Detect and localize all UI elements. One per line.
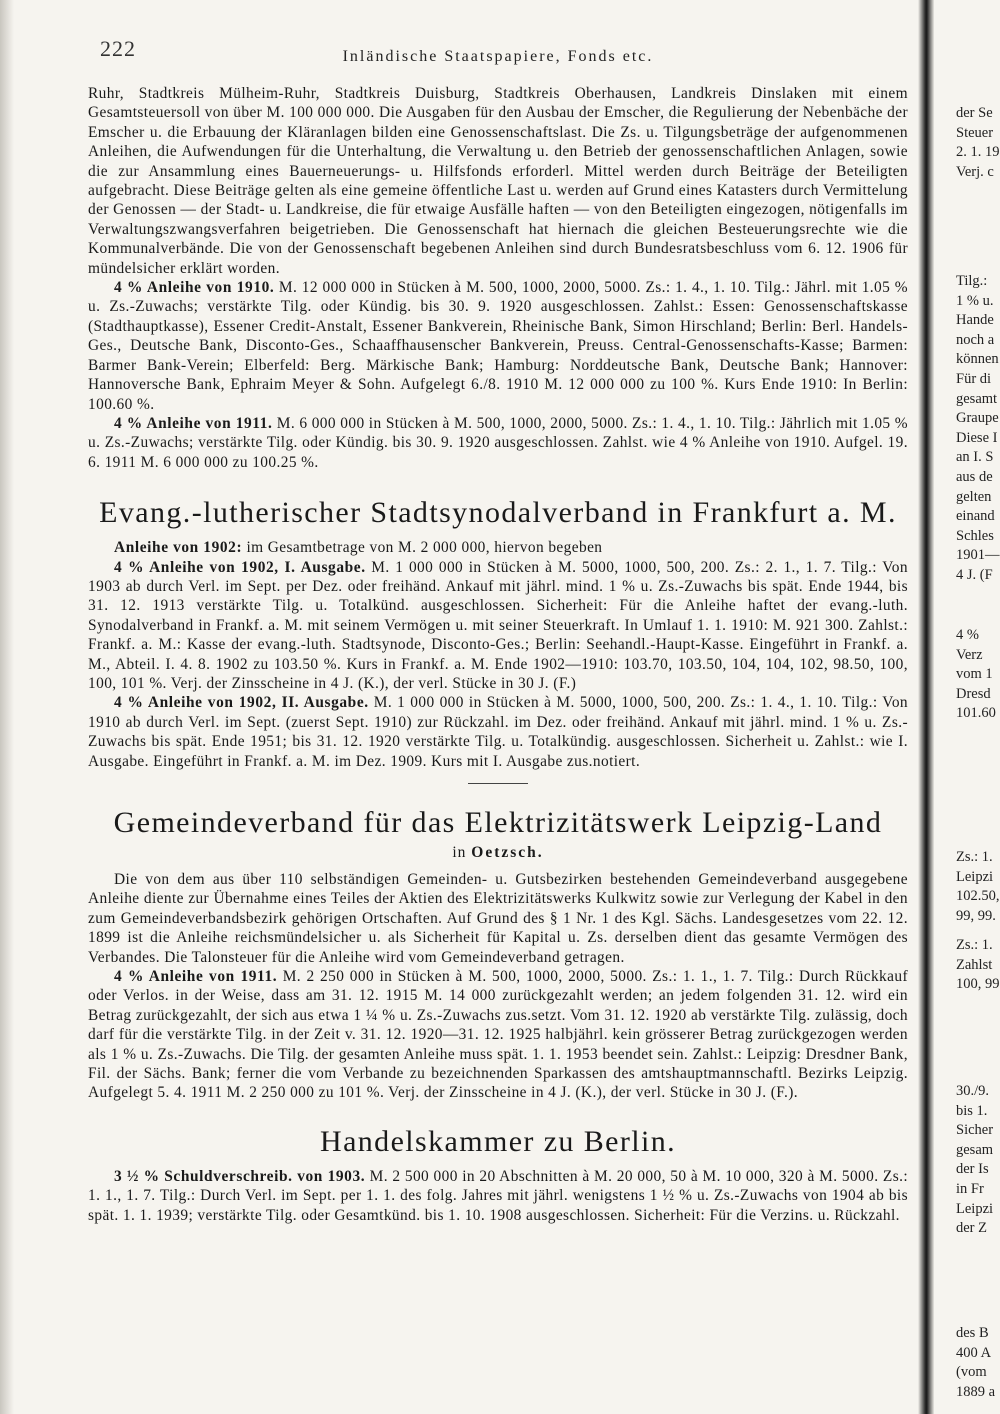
- fragment-group: [956, 936, 1000, 995]
- section-title: Evang.-lutherischer Stadtsynodalverband in Frankfurt a. M.: [99, 496, 897, 530]
- fragment-line: Dresd: [956, 685, 991, 702]
- fragment-line: Zahlst: [956, 956, 993, 973]
- fragment-line: können: [956, 351, 999, 368]
- fragment-line: Graupe: [956, 410, 999, 427]
- page-edge-shadow: [0, 0, 14, 1414]
- fragment-line: gesam: [956, 1141, 994, 1158]
- fragment-line: 1889 a: [956, 1383, 996, 1400]
- fragment-line: 101.60: [956, 705, 996, 722]
- section-paragraph: [88, 693, 908, 771]
- fragment-line: aus de: [956, 468, 993, 485]
- paragraph-lead: 4 % Anleihe von 1902, II. Ausgabe.: [114, 694, 369, 712]
- fragment-group: [956, 272, 1000, 586]
- fragment-line: 99, 99.: [956, 907, 996, 924]
- fragment-line: der Is: [956, 1161, 989, 1178]
- fragment-line: (vom: [956, 1364, 987, 1381]
- fragment-line: Steuer: [956, 124, 994, 141]
- subtitle-prefix: in: [452, 844, 467, 861]
- section-title: Handelskammer zu Berlin.: [320, 1124, 676, 1158]
- loan-lead: 4 % Anleihe von 1911.: [114, 414, 273, 432]
- paragraph-text: Die von dem aus über 110 selbständigen Gemeinden- u. Gutsbezirken bestehenden Gemeindeverband ausgegebene Anleihe diente zur Übernahme eines Teiles der Aktien des Elektrizitätswerks Kulkwitz sowie zur Verlegung der Kabel in den zum Gemeindeverbandsbezirk gehörigen Ortschaften. Auf Grund des § 1 Nr. 1 des Kgl. Sächs. Landesgesetzes vom 22. 12. 1899 ist die Anleihe reichsmündelsicher u. als Sicherheit für Kapital u. Zs. derselben dient das gesamte Vermögen des Verbandes. Die Talonsteuer für die Anleihe wird vom Gemeindeverband getragen.: [88, 871, 908, 966]
- fragment-line: 1 % u.: [956, 292, 994, 309]
- fragment-group: [956, 104, 1000, 182]
- fragment-line: 102.50,: [956, 888, 1000, 905]
- fragment-line: 100, 99: [956, 976, 1000, 993]
- loan-text: M. 6 000 000 in Stücken à M. 500, 1000, 2000, 5000. Zs.: 1. 4., 1. 10. Tilg.: Jährlich mit 1.05 % u. Zs.-Zuwachs; verstärkte Tilg. oder Kündig. bis 30. 9. 1920 ausgeschlossen. Zahlst. wie 4 % Anleihe von 1910. Aufgel. 19. 6. 1911 M. 6 000 000 zu 100.25 %.: [88, 414, 909, 471]
- paragraph-text: M. 2 500 000 in 20 Abschnitten à M. 20 000, 50 à M. 10 000, 320 à M. 5000. Zs.: 1. 1., 1. 7. Tilg.: Durch Verl. im Sept. per 1. 1. des folg. Jahres mit jährl. wenigstens 1 ½ % u. Zs.-Zuwachs von 1904 ab bis spät. 1. 1. 1939; verstärkte Tilg. oder Gesamtkünd. bis 1. 10. 1908 ausgeschlossen. Sicherheit: Für die Verzins. u. Rückzahl.: [88, 1167, 909, 1224]
- paragraph-text: M. 1 000 000 in Stücken à M. 5000, 1000, 500, 200. Zs.: 1. 4., 1. 10. Tilg.: Von 1910 ab durch Verl. im Sept. (zuerst Sept. 1910) zur Rückzahl. im Dez. oder freihänd. Ankauf mit jährl. mind. 1 % u. Zs.-Zuwachs bis spät. Ende 1951; bis 31. 12. 1920 verstärkte Tilg. u. Totalkündig. ausgeschlossen. Sicherheit u. Zahlst.: wie I. Ausgabe. Eingeführt in Frankf. a. M. im Dez. 1909. Kurs mit I. Ausgabe zus.notiert.: [88, 694, 909, 770]
- fragment-group: [956, 626, 996, 724]
- fragment-line: bis 1.: [956, 1102, 988, 1119]
- paragraph-lead: 3 ½ % Schuldverschreib. von 1903.: [114, 1167, 366, 1185]
- section-subtitle: [88, 844, 908, 862]
- fragment-line: Tilg.:: [956, 273, 988, 289]
- fragment-line: Hande: [956, 312, 994, 329]
- fragment-line: Verz: [956, 646, 983, 663]
- fragment-line: 30./9.: [956, 1083, 990, 1099]
- facing-page-fragments: [938, 0, 1000, 1414]
- fragment-line: Schles: [956, 527, 994, 544]
- loan-paragraph: [88, 278, 908, 414]
- fragment-line: Sicher: [956, 1122, 994, 1139]
- section-paragraph: [88, 967, 908, 1103]
- subtitle-place: Oetzsch.: [471, 844, 544, 861]
- fragment-line: Für di: [956, 370, 992, 387]
- loan-lead: 4 % Anleihe von 1910.: [114, 279, 275, 297]
- section-paragraph: [88, 1167, 908, 1225]
- fragment-line: Verj. c: [956, 163, 994, 180]
- paragraph-text: im Gesamtbetrage von M. 2 000 000, hiervon begeben: [246, 539, 603, 557]
- paragraph-text: M. 1 000 000 in Stücken à M. 5000, 1000, 500, 200. Zs.: 2. 1., 1. 7. Tilg.: Von 1903 ab durch Verl. im Sept. per Dez. oder freihänd. Ankauf mit jährl. mind. 1 % u. Zs.-Zuwachs bis spät. Ende 1944, bis 31. 12. 1913 verstärkte Tilg. u. Totalkünd. ausgeschlossen. Sicherheit: Für die Anleihe haftet der evang.-luth. Synodalverband in Frankf. a. M. mit seinem Vermögen u. mit seiner Steuerkraft. In Umlauf 1. 1. 1910: M. 921 300. Zahlst.: Frankf. a. M.: Kasse der evang.-luth. Stadtsynode, Disconto-Ges.; Berlin: Seehandl.-Haupt-Kasse. Eingeführt in Frankf. a. M., Abteil. I. 4. 8. 1902 zu 103.50 %. Kurs in Frankf. a. M. Ende 1902—1910: 103.70, 103.50, 104, 104, 102, 98.50, 100, 100, 101 %. Verj. der Zinsscheine in 4 J. (K.), der verl. Stücke in 30 J. (F.): [88, 558, 908, 692]
- fragment-line: 400 A: [956, 1344, 992, 1361]
- book-gutter: [918, 0, 934, 1414]
- intro-paragraph: Ruhr, Stadtkreis Mülheim-Ruhr, Stadtkreis Duisburg, Stadtkreis Oberhausen, Landkreis Dinslaken mit einem Gesamtsteuersoll von über M. 100 000 000. Die Ausgaben für den Ausbau der Emscher, die Regulierung der Nebenbäche der Emscher u. die Erbauung der Kläranlagen bilden eine Genossenschaftslast. Die Zs. u. Tilgungsbeträge der aufgenommenen Anleihen, die Aufwendungen für die Unterhaltung, die Verwaltung u. den Betrieb der genossenschaftlichen Anlagen, sowie die zur Ansammlung eines Bauerneuerungs- u. Hilfsfonds erforderl. Mittel werden durch Beiträge der Beteiligten aufgebracht. Diese Beiträge gelten als eine gemeine öffentliche Last u. werden auf Grund eines Katasters durch Vermittelung der Genossen — der Stadt- u. Landkreise, die für etwaige Ausfälle haften — von den Beteiligten eingezogen, nötigenfalls im Verwaltungszwangsverfahren beigetrieben. Die Genossenschaft hat hiernach die gleichen Besteuerungsrechte wie die Kommunalverbände. Die von der Genossenschaft begebenen Anleihen sind durch Bundesratsbeschluss vom 6. 12. 1906 für mündelsicher erklärt worden.: [88, 85, 908, 277]
- page-number: 222: [100, 36, 136, 61]
- loan-text: M. 12 000 000 in Stücken à M. 500, 1000, 2000, 5000. Zs.: 1. 4., 1. 10. Tilg.: Jährl. mit 1.05 % u. Zs.-Zuwachs; verstärkte Tilg. oder Kündig. bis 30. 9. 1920 ausgeschlossen. Zahlst.: Essen: Genossenschaftskasse (Stadthauptkasse), Essener Credit-Anstalt, Essener Bankverein, Rheinische Bank, Simon Hirschland; Berlin: Berl. Handels-Ges., Deutsche Bank, Disconto-Ges., Schaaffhausenscher Bankverein, Preuss. Central-Genossenschafts-Kasse; Barmen: Barmer Bank-Verein; Elberfeld: Berg. Märkische Bank; Hamburg: Norddeutsche Bank, Deutsche Bank; Hannover: Hannoversche Bank, Ephraim Meyer & Sohn. Aufgelegt 6./8. 1910 M. 12 000 000 zu 100 %. Kurs Ende 1910: In Berlin: 100.60 %.: [88, 279, 908, 413]
- fragment-line: Leipzi: [956, 1200, 994, 1217]
- fragment-line: Diese I: [956, 429, 998, 446]
- fragment-line: Zs.: 1.: [956, 849, 993, 865]
- main-column: [88, 36, 908, 1225]
- fragment-line: der Z: [956, 1220, 987, 1237]
- fragment-line: 1901—: [956, 547, 1000, 564]
- paragraph-lead: Anleihe von 1902:: [114, 539, 243, 557]
- page-header: [88, 36, 908, 70]
- paragraph-text: M. 2 250 000 in Stücken à M. 500, 1000, 2000, 5000. Zs.: 1. 1., 1. 7. Tilg.: Durch Rückkauf oder Verlos. in der Weise, dass am 31. 12. 1915 M. 14 000 zurückgezahlt werden; an jedem folgenden 31. 12. wird ein Betrag zurückgezahlt, der sich aus etwa 1 ¼ % u. Zs.-Zuwachs zus.setzt. Vom 31. 12. 1920 ab verstärkte Tilg. zulässig, doch darf für die verstärkte Tilg. in der Zeit v. 31. 12. 1920—31. 12. 1925 halbjährl. kein grösserer Betrag zurückgezogen werden als 1 % u. Zs.-Zuwachs. Die Tilg. der gesamten Anleihe muss spät. 1. 1. 1953 beendet sein. Zahlst.: Leipzig: Dresdner Bank, Fil. der Sächs. Bank; ferner die vom Verbande zu bezeichnenden Sparkassen des amtshauptmannschaftl. Bezirks Leipzig. Aufgelegt 5. 4. 1911 M. 2 250 000 zu 101 %. Verj. der Zinsscheine in 4 J. (K.), der verl. Stücke in 30 J. (F.).: [88, 968, 908, 1102]
- fragment-line: 2. 1. 19: [956, 144, 1000, 161]
- fragment-group: [956, 1082, 993, 1239]
- fragment-line: des B: [956, 1325, 989, 1341]
- section-paragraph: [88, 538, 908, 557]
- fragment-line: gesamt: [956, 390, 998, 407]
- paragraph-lead: 4 % Anleihe von 1902, I. Ausgabe.: [114, 558, 366, 576]
- fragment-group: [956, 848, 1000, 926]
- section-divider: [468, 783, 528, 784]
- fragment-line: vom 1: [956, 666, 993, 683]
- loan-paragraph: [88, 414, 908, 472]
- fragment-line: noch a: [956, 331, 995, 348]
- fragment-line: an I. S: [956, 449, 994, 466]
- fragment-group: [956, 1324, 995, 1402]
- fragment-line: Zs.: 1.: [956, 937, 993, 953]
- running-title: Inländische Staatspapiere, Fonds etc.: [342, 48, 654, 65]
- fragment-line: 4 %: [956, 627, 979, 643]
- fragment-line: gelten: [956, 488, 992, 505]
- section-title: Gemeindeverband für das Elektrizitätswerk Leipzig-Land: [113, 806, 883, 839]
- section-paragraph: [88, 870, 908, 967]
- paragraph-lead: 4 % Anleihe von 1911.: [114, 968, 278, 986]
- fragment-line: der Se: [956, 105, 993, 121]
- fragment-line: in Fr: [956, 1180, 984, 1197]
- fragment-line: einand: [956, 508, 995, 525]
- fragment-line: Leipzi: [956, 868, 994, 885]
- section-paragraph: [88, 558, 908, 694]
- fragment-line: 4 J. (F: [956, 566, 993, 583]
